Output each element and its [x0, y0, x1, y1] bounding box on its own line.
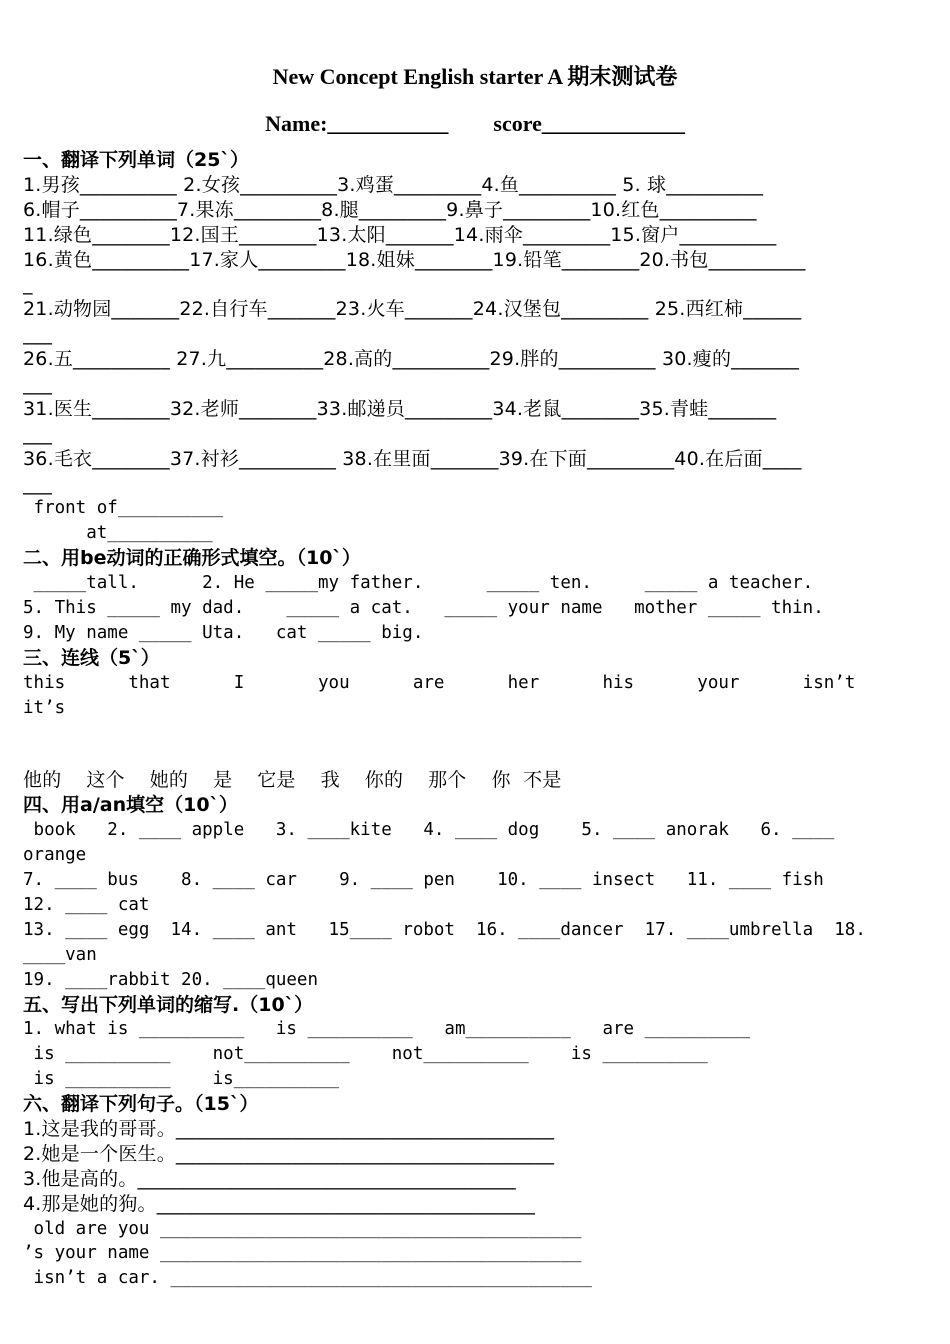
section-1-line: _: [23, 273, 33, 296]
name-score-row: [0, 111, 950, 137]
section-6-line: 2.她是一个医生。_______________________________________: [23, 1142, 555, 1165]
section-5-heading: 五、写出下列单词的缩写.（10`）: [23, 993, 314, 1016]
matching-english-words-2: it’s: [23, 697, 66, 718]
section-5-line: 1. what is __________ is __________ am__________ are __________: [23, 1019, 750, 1040]
section-1-line: 31.医生________32.老师________33.邮递员_________34.老鼠________35.青蛙_______: [23, 397, 777, 420]
section-1-line: 36.毛衣________37.衬衫__________ 38.在里面_______39.在下面_________40.在后面____: [23, 447, 802, 470]
section-2-line: _____tall. 2. He _____my father. _____ ten. _____ a teacher.: [23, 573, 814, 594]
section-1-line: 1.男孩__________ 2.女孩__________3.鸡蛋_________4.鱼__________ 5. 球__________: [23, 173, 764, 196]
section-2-line: 9. My name _____ Uta. cat _____ big.: [23, 622, 424, 643]
section-1-line: ___: [23, 373, 53, 396]
section-4-line: 7. ____ bus 8. ____ car 9. ____ pen 10. ____ insect 11. ____ fish: [23, 870, 824, 891]
section-4-heading: 四、用a/an填空（10`）: [23, 794, 239, 817]
section-4-line: 12. ____ cat: [23, 894, 150, 915]
section-6-line: 1.这是我的哥哥。_______________________________________: [23, 1117, 555, 1140]
section-1-line: front of__________: [23, 498, 224, 519]
section-1-line: 11.绿色________12.国王________13.太阳_______14.雨伞_________15.窗户__________: [23, 223, 777, 246]
section-6-line: isn’t a car. ________________________________________: [23, 1268, 592, 1289]
section-6-line: ’s your name ________________________________________: [23, 1243, 582, 1264]
matching-chinese-words: 他的 这个 她的 是 它是 我 你的 那个 你 不是: [23, 769, 562, 792]
section-6-line: 3.他是高的。_______________________________________: [23, 1167, 516, 1190]
exam-content: [23, 148, 933, 1291]
section-5-line: is __________ is__________: [23, 1069, 340, 1090]
exam-title: New Concept English starter A 期末测试卷: [272, 64, 678, 89]
section-6-line: old are you ________________________________________: [23, 1218, 582, 1239]
section-2-heading: 二、用be动词的正确形式填空。（10`）: [23, 547, 361, 570]
section-1-heading: 一、翻译下列单词（25`）: [23, 149, 249, 171]
section-1-line: 21.动物园_______22.自行车_______23.火车_______24.汉堡包_________ 25.西红柿______: [23, 298, 802, 321]
section-1-line: at__________: [23, 523, 213, 544]
score-field[interactable]: score_____________: [493, 111, 685, 136]
section-1-line: 6.帽子__________7.果冻_________8.腿_________9.鼻子_________10.红色__________: [23, 198, 757, 221]
matching-space: [23, 720, 933, 768]
section-4-line: orange: [23, 845, 87, 866]
section-4-line: 19. ____rabbit 20. ____queen: [23, 969, 319, 990]
section-4-line: ____van: [23, 944, 97, 965]
matching-english-words: this that I you are her his your isn’t: [23, 672, 856, 693]
section-1-line: ___: [23, 323, 53, 346]
section-2-line: 5. This _____ my dad. _____ a cat. _____ your name mother _____ thin.: [23, 598, 824, 619]
section-1-line: 16.黄色__________17.家人_________18.姐妹________19.铅笔________20.书包__________: [23, 248, 806, 271]
section-3-heading: 三、连线（5`）: [23, 646, 160, 669]
name-field[interactable]: Name:___________: [265, 111, 449, 136]
section-4-line: 13. ____ egg 14. ____ ant 15____ robot 16. ____dancer 17. ____umbrella 18.: [23, 919, 866, 940]
section-1-line: 26.五__________ 27.九__________28.高的__________29.胖的__________ 30.瘦的_______: [23, 348, 800, 371]
section-6-heading: 六、翻译下列句子。（15`）: [23, 1093, 259, 1116]
section-6-line: 4.那是她的狗。_______________________________________: [23, 1192, 536, 1215]
section-1-line: ___: [23, 472, 53, 495]
section-5-line: is __________ not__________ not__________ is __________: [23, 1044, 708, 1065]
section-1-line: ___: [23, 422, 53, 445]
section-4-line: book 2. ____ apple 3. ____kite 4. ____ dog 5. ____ anorak 6. ____: [23, 820, 835, 841]
